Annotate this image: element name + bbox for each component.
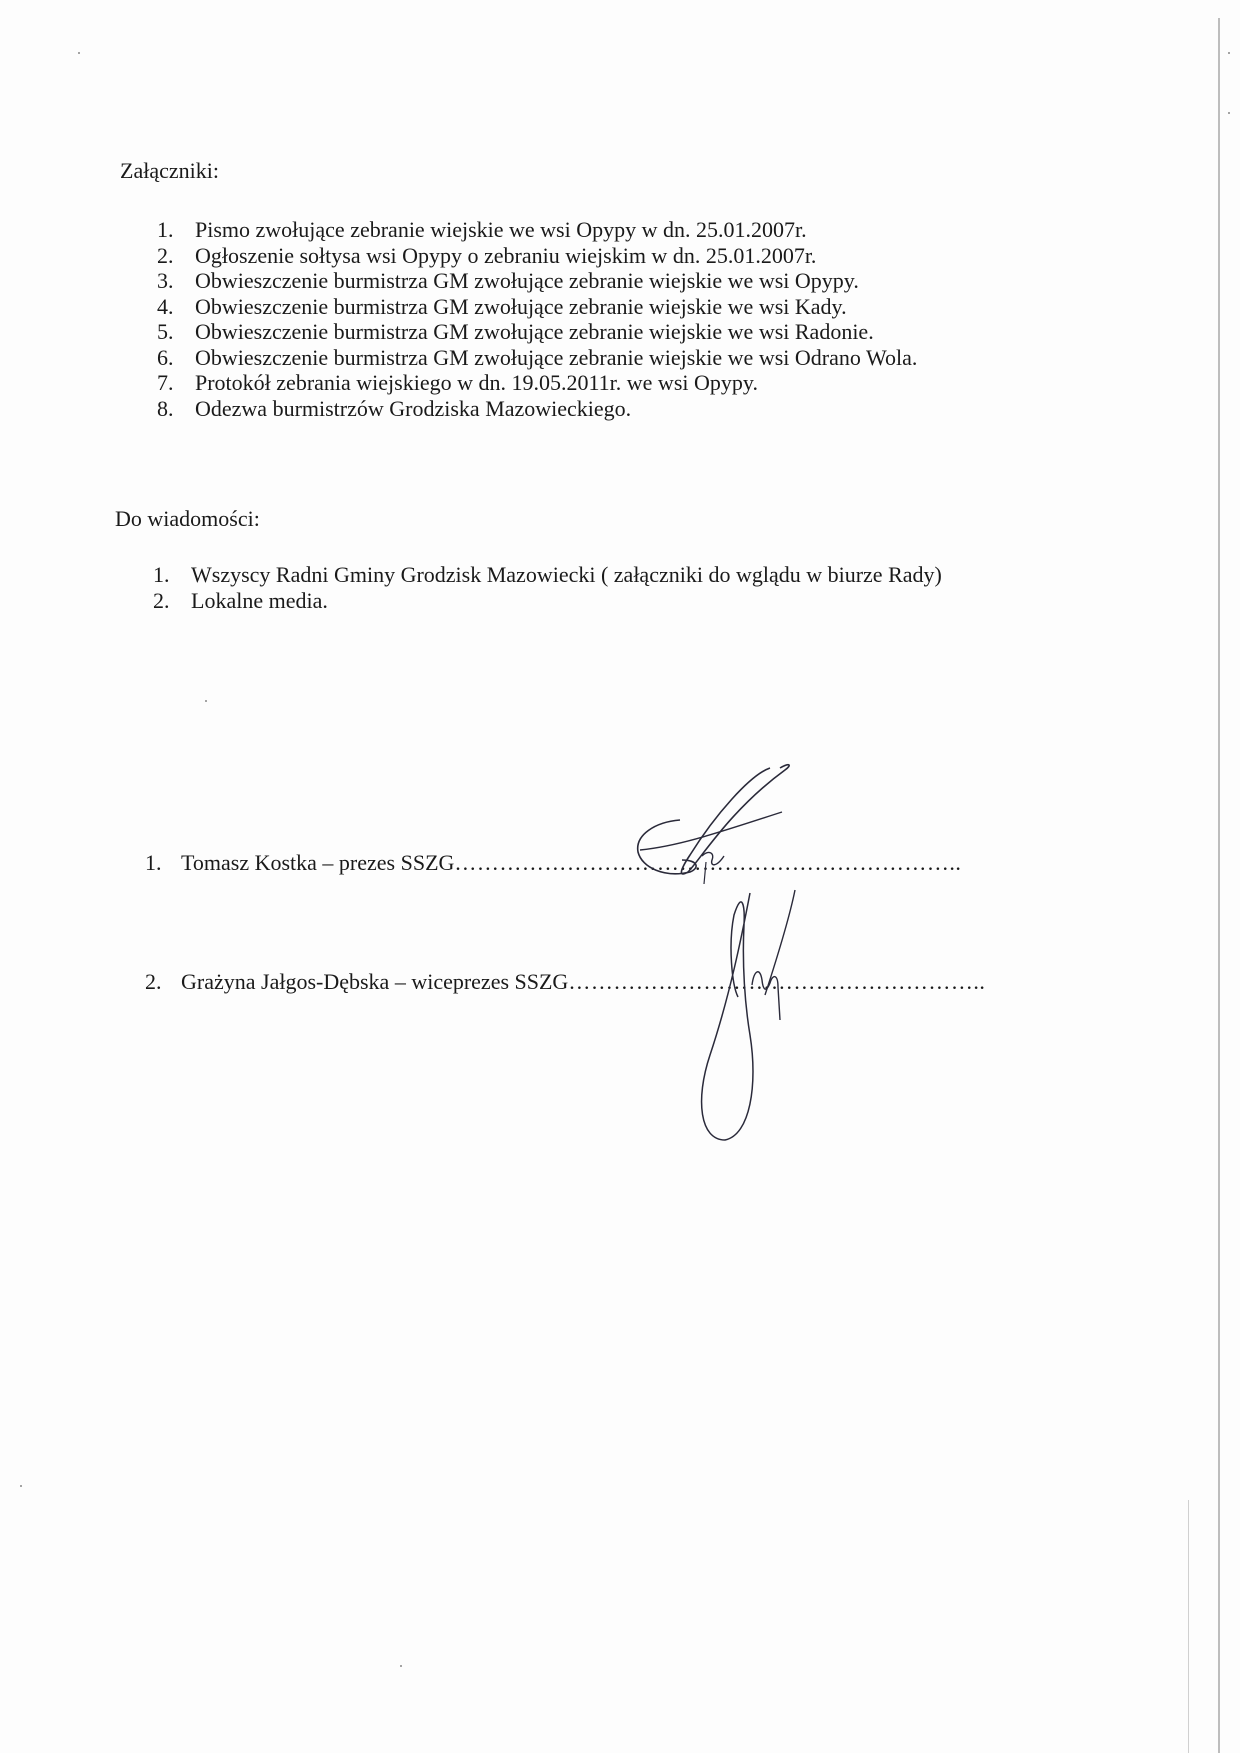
signatory-name: Grażyna Jałgos-Dębska – wiceprezes SSZG <box>181 969 569 994</box>
list-item-number: 2. <box>157 242 174 268</box>
attachments-list <box>157 217 917 421</box>
list-item-number: 6. <box>157 344 174 370</box>
list-item <box>157 396 917 422</box>
recipients-heading: Do wiadomości: <box>115 506 260 531</box>
handwritten-signature-2 <box>680 885 810 1150</box>
signatory-number: 1. <box>145 850 162 875</box>
list-item-number: 1. <box>153 562 170 587</box>
signatory-line-2 <box>145 969 985 995</box>
scan-speck <box>78 52 80 54</box>
scan-speck <box>1228 112 1230 114</box>
list-item <box>153 588 942 614</box>
scan-speck <box>1228 52 1230 54</box>
signature-dots: ……………………………………………….. <box>568 969 986 994</box>
list-item-number: 4. <box>157 293 174 319</box>
list-item <box>157 268 917 294</box>
list-item-number: 5. <box>157 319 174 344</box>
scan-speck <box>205 700 207 702</box>
scan-edge-line-lower <box>1188 1500 1189 1753</box>
list-item-text: Lokalne media. <box>191 587 328 613</box>
signatory-line-1 <box>145 850 961 876</box>
recipients-list <box>153 562 942 613</box>
scan-speck <box>20 1485 22 1487</box>
list-item <box>157 319 917 345</box>
list-item <box>157 294 917 320</box>
list-item-text: Protokół zebrania wiejskiego w dn. 19.05.2011r. we wsi Opypy. <box>195 370 758 395</box>
list-item-text: Obwieszczenie burmistrza GM zwołujące zebranie wiejskie we wsi Kady. <box>195 293 847 319</box>
scan-edge-line <box>1218 18 1220 1753</box>
signature-dots: ………………………………………………………….. <box>454 850 962 875</box>
list-item-text: Obwieszczenie burmistrza GM zwołujące zebranie wiejskie we wsi Radonie. <box>195 319 874 344</box>
list-item-number: 1. <box>157 217 174 242</box>
scan-speck <box>400 1665 402 1667</box>
list-item-number: 2. <box>153 587 170 613</box>
list-item <box>157 217 917 243</box>
list-item <box>157 345 917 371</box>
list-item-number: 7. <box>157 370 174 395</box>
list-item-text: Ogłoszenie sołtysa wsi Opypy o zebraniu wiejskim w dn. 25.01.2007r. <box>195 242 817 268</box>
handwritten-signature-1 <box>620 760 800 890</box>
signatory-name: Tomasz Kostka – prezes SSZG <box>181 850 455 875</box>
list-item-number: 3. <box>157 268 174 293</box>
list-item-text: Obwieszczenie burmistrza GM zwołujące zebranie wiejskie we wsi Odrano Wola. <box>195 344 918 370</box>
list-item <box>157 370 917 396</box>
attachments-heading: Załączniki: <box>120 158 219 183</box>
list-item <box>157 243 917 269</box>
list-item <box>153 562 942 588</box>
list-item-text: Odezwa burmistrzów Grodziska Mazowieckiego. <box>195 395 632 421</box>
list-item-number: 8. <box>157 395 174 421</box>
signatory-number: 2. <box>145 969 162 994</box>
list-item-text: Pismo zwołujące zebranie wiejskie we wsi Opypy w dn. 25.01.2007r. <box>195 217 807 242</box>
list-item-text: Wszyscy Radni Gminy Grodzisk Mazowiecki ( załączniki do wglądu w biurze Rady) <box>191 562 942 587</box>
list-item-text: Obwieszczenie burmistrza GM zwołujące zebranie wiejskie we wsi Opypy. <box>195 268 859 293</box>
